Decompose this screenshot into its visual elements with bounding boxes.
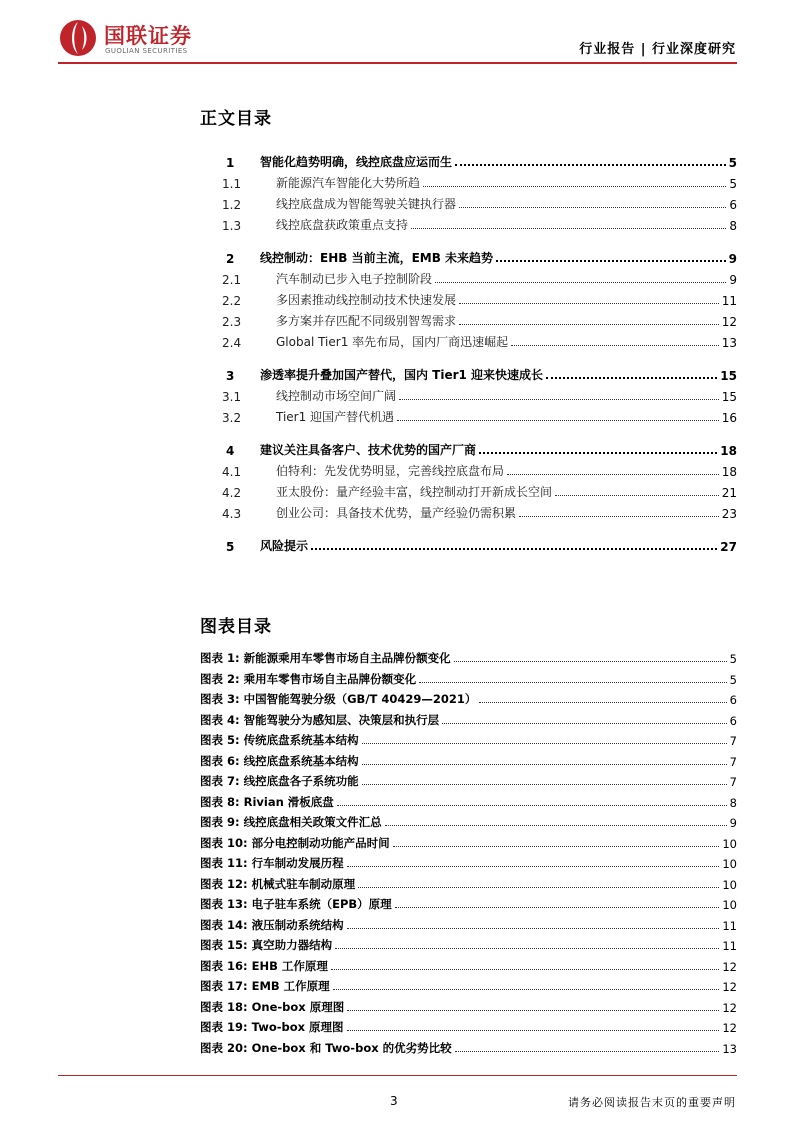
toc-chapter-page: 9 <box>728 252 737 266</box>
toc-section-title: 线控底盘获政策重点支持 <box>276 218 409 232</box>
toc-dot-leader <box>479 452 717 454</box>
toc-chapter-number: 3 <box>226 369 235 383</box>
figure-dot-leader <box>335 948 719 949</box>
toc-section-row[interactable] <box>200 501 737 521</box>
toc-chapter-row[interactable] <box>200 246 737 266</box>
toc-section-row[interactable] <box>200 384 737 404</box>
toc-section-row[interactable] <box>200 459 737 479</box>
toc-section-number: 4.1 <box>222 465 242 479</box>
toc-section-title: 伯特利：先发优势明显，完善线控底盘布局 <box>276 464 505 478</box>
disclaimer-text: 请务必阅读报告末页的重要声明 <box>568 1096 736 1109</box>
figure-title: Rivian 滑板底盘 <box>243 794 334 809</box>
toc-dot-leader <box>507 474 719 475</box>
toc-section-title: Global Tier1 率先布局，国内厂商迅速崛起 <box>276 335 509 349</box>
figure-dot-leader <box>395 907 720 908</box>
figure-title: 智能驾驶分为感知层、决策层和执行层 <box>243 712 440 727</box>
toc-dot-leader <box>459 324 719 325</box>
toc-section-page: 11 <box>721 294 737 308</box>
toc-chapter-row[interactable] <box>200 150 737 170</box>
figure-list-row[interactable] <box>200 709 737 728</box>
figure-title: Two-box 原理图 <box>251 1020 344 1034</box>
toc-section-row[interactable] <box>200 309 737 329</box>
figure-label: 图表 9: <box>200 815 240 829</box>
figure-page: 12 <box>722 980 737 994</box>
report-type-label: 行业报告 | 行业深度研究 <box>579 42 736 57</box>
toc-section-row[interactable] <box>200 480 737 500</box>
figure-list-row[interactable] <box>200 914 737 933</box>
toc-section-title: 线控底盘成为智能驾驶关键执行器 <box>276 197 457 211</box>
toc-dot-leader <box>397 420 719 421</box>
toc-chapter-title: 智能化趋势明确，线控底盘应运而生 <box>260 155 453 169</box>
figure-title: 机械式驻车制动原理 <box>251 876 356 891</box>
toc-section-title: 新能源汽车智能化大势所趋 <box>276 176 421 190</box>
figure-label: 图表 18: <box>200 999 248 1014</box>
figure-page: 8 <box>729 795 737 810</box>
figure-dot-leader <box>347 928 720 929</box>
figure-page: 7 <box>729 734 737 748</box>
figure-list-row[interactable] <box>200 668 737 687</box>
figure-title: One-box 和 Two-box 的优劣势比较 <box>251 1040 452 1055</box>
toc-section-title: 多因素推动线控制动技术快速发展 <box>276 293 457 307</box>
figure-label: 图表 3: <box>200 692 240 706</box>
toc-section-title: 线控制动市场空间广阔 <box>276 389 397 403</box>
figure-page: 12 <box>722 1000 737 1015</box>
figure-dot-leader <box>347 1030 720 1031</box>
figure-dot-leader <box>333 989 720 990</box>
logo-english-name: GUOLIAN SECURITIES <box>105 47 188 55</box>
toc-section-number: 3.1 <box>222 390 242 404</box>
figure-list-row[interactable] <box>200 893 737 912</box>
figure-page: 10 <box>722 877 737 892</box>
toc-section-page: 9 <box>729 273 737 287</box>
figure-dot-leader <box>393 846 720 847</box>
toc-section-page: 16 <box>721 411 737 425</box>
figure-label: 图表 20: <box>200 1040 248 1055</box>
figure-page: 10 <box>722 836 737 851</box>
figure-list-row[interactable] <box>200 955 737 974</box>
toc-section-number: 2.1 <box>222 273 242 287</box>
figure-list-row[interactable] <box>200 688 737 707</box>
figure-title: 真空助力器结构 <box>251 938 333 952</box>
toc-section-number: 1.1 <box>222 177 242 191</box>
toc-chapter-page: 5 <box>728 156 737 170</box>
toc-section-page: 23 <box>721 507 737 521</box>
toc-section-row[interactable] <box>200 213 737 233</box>
figure-list-row[interactable] <box>200 647 737 666</box>
figure-title: 线控底盘各子系统功能 <box>243 774 359 788</box>
figure-label: 图表 10: <box>200 835 248 850</box>
figure-dot-leader <box>442 723 727 724</box>
figure-title: 传统底盘系统基本结构 <box>243 733 359 747</box>
toc-dot-leader <box>496 260 726 262</box>
toc-chapter-page: 15 <box>720 369 737 383</box>
toc-chapter-page: 27 <box>720 540 737 554</box>
figure-label: 图表 6: <box>200 753 240 768</box>
figure-dot-leader <box>455 1051 720 1052</box>
figure-label: 图表 17: <box>200 979 248 993</box>
page-header <box>0 0 794 64</box>
figure-list-row[interactable] <box>200 832 737 851</box>
figure-dot-leader <box>419 682 727 683</box>
figure-label: 图表 7: <box>200 774 240 788</box>
toc-dot-leader <box>455 164 726 166</box>
toc-chapter-number: 5 <box>226 540 235 554</box>
toc-chapter-number: 1 <box>226 156 235 170</box>
figure-label: 图表 11: <box>200 856 248 870</box>
toc-dot-leader <box>459 207 726 208</box>
toc-chapter-title: 线控制动：EHB 当前主流，EMB 未来趋势 <box>260 251 494 265</box>
figure-list-row[interactable] <box>200 852 737 871</box>
page-number: 3 <box>390 1094 398 1108</box>
figure-page: 7 <box>729 754 737 769</box>
figure-list-row[interactable] <box>200 934 737 953</box>
figure-dot-leader <box>347 1010 719 1011</box>
toc-dot-leader <box>555 495 719 496</box>
figure-list-row[interactable] <box>200 729 737 748</box>
figure-page: 11 <box>722 939 737 953</box>
figure-label: 图表 1: <box>200 651 240 665</box>
figure-label: 图表 16: <box>200 958 248 973</box>
toc-section-page: 8 <box>729 219 737 233</box>
toc-section-number: 4.2 <box>222 486 242 500</box>
toc-chapter-row[interactable] <box>200 438 737 458</box>
toc-chapter-number: 2 <box>226 252 235 266</box>
figure-dot-leader <box>331 969 720 970</box>
figure-label: 图表 19: <box>200 1020 248 1034</box>
figure-page: 5 <box>729 652 737 666</box>
toc-chapter-row[interactable] <box>200 534 737 554</box>
logo-chinese-name: 国联证券 <box>104 24 192 48</box>
toc-section-page: 5 <box>729 177 737 191</box>
toc-dot-leader <box>459 303 719 304</box>
toc-section-row[interactable] <box>200 192 737 212</box>
figure-list-row[interactable] <box>200 770 737 789</box>
figure-dot-leader <box>347 866 720 867</box>
toc-section-number: 1.3 <box>222 219 242 233</box>
toc-section-page: 13 <box>721 336 737 350</box>
figure-list-title: 图表目录 <box>200 617 272 637</box>
figure-label: 图表 8: <box>200 794 240 809</box>
figure-page: 10 <box>722 898 737 912</box>
figure-list-row[interactable] <box>200 811 737 830</box>
toc-title: 正文目录 <box>200 109 272 129</box>
toc-section-title: 汽车制动已步入电子控制阶段 <box>276 272 433 286</box>
figure-dot-leader <box>479 702 726 703</box>
toc-section-page: 18 <box>721 465 737 479</box>
figure-dot-leader <box>358 887 719 888</box>
toc-chapter-number: 4 <box>226 444 235 458</box>
figure-label: 图表 12: <box>200 876 248 891</box>
toc-section-number: 3.2 <box>222 411 242 425</box>
figure-dot-leader <box>362 784 727 785</box>
figure-label: 图表 5: <box>200 733 240 747</box>
toc-section-row[interactable] <box>200 171 737 191</box>
figure-page: 7 <box>729 775 737 789</box>
figure-page: 5 <box>729 672 737 687</box>
toc-section-title: Tier1 迎国产替代机遇 <box>276 410 395 424</box>
toc-section-page: 6 <box>729 198 737 212</box>
toc-section-number: 1.2 <box>222 198 242 212</box>
figure-page: 11 <box>722 918 737 933</box>
toc-section-number: 2.4 <box>222 336 242 350</box>
header-divider <box>58 62 737 64</box>
figure-list-row[interactable] <box>200 975 737 994</box>
figure-title: 行车制动发展历程 <box>251 856 344 870</box>
figure-title: 液压制动系统结构 <box>251 917 344 932</box>
toc-section-page: 21 <box>721 486 737 500</box>
toc-dot-leader <box>435 282 726 283</box>
figure-title: 部分电控制动功能产品时间 <box>251 835 390 850</box>
toc-section-title: 创业公司：具备技术优势，量产经验仍需积累 <box>276 506 517 520</box>
toc-dot-leader <box>311 548 717 550</box>
toc-dot-leader <box>511 345 719 346</box>
figure-page: 12 <box>722 1021 737 1035</box>
toc-section-row[interactable] <box>200 330 737 350</box>
toc-section-page: 12 <box>721 315 737 329</box>
toc-section-page: 15 <box>721 390 737 404</box>
toc-chapter-title: 建议关注具备客户、技术优势的国产厂商 <box>260 443 477 457</box>
figure-dot-leader <box>362 764 727 765</box>
toc-dot-leader <box>546 377 717 379</box>
toc-chapter-title: 渗透率提升叠加国产替代，国内 Tier1 迎来快速成长 <box>260 368 544 382</box>
figure-page: 9 <box>729 816 737 830</box>
figure-list-row[interactable] <box>200 1016 737 1035</box>
figure-list-row[interactable] <box>200 1037 737 1056</box>
figure-list-row[interactable] <box>200 791 737 810</box>
figure-page: 6 <box>729 693 737 707</box>
toc-section-row[interactable] <box>200 288 737 308</box>
figure-list-row[interactable] <box>200 996 737 1015</box>
company-logo <box>58 18 258 58</box>
figure-title: One-box 原理图 <box>251 999 345 1014</box>
toc-dot-leader <box>423 186 726 187</box>
figure-page: 10 <box>722 857 737 871</box>
toc-section-row[interactable] <box>200 267 737 287</box>
figure-label: 图表 15: <box>200 938 248 952</box>
toc-section-number: 2.3 <box>222 315 242 329</box>
figure-title: 线控底盘相关政策文件汇总 <box>243 815 382 829</box>
logo-mark-icon <box>58 18 98 58</box>
figure-label: 图表 4: <box>200 712 240 727</box>
figure-title: 新能源乘用车零售市场自主品牌份额变化 <box>243 651 451 665</box>
figure-title: 线控底盘系统基本结构 <box>243 753 359 768</box>
figure-title: 中国智能驾驶分级（GB/T 40429—2021） <box>243 692 477 706</box>
toc-chapter-title: 风险提示 <box>260 539 309 553</box>
toc-dot-leader <box>519 516 719 517</box>
toc-dot-leader <box>399 399 719 400</box>
figure-title: EHB 工作原理 <box>251 958 328 973</box>
toc-chapter-row[interactable] <box>200 363 737 383</box>
toc-dot-leader <box>411 228 726 229</box>
figure-title: EMB 工作原理 <box>251 979 330 993</box>
toc-section-number: 2.2 <box>222 294 242 308</box>
toc-chapter-page: 18 <box>720 444 737 458</box>
figure-dot-leader <box>454 661 727 662</box>
figure-page: 12 <box>722 959 737 974</box>
figure-dot-leader <box>337 805 727 806</box>
figure-title: 电子驻车系统（EPB）原理 <box>251 897 392 911</box>
figure-dot-leader <box>385 825 727 826</box>
figure-page: 6 <box>729 713 737 728</box>
figure-list-row[interactable] <box>200 873 737 892</box>
figure-label: 图表 2: <box>200 671 240 686</box>
toc-section-row[interactable] <box>200 405 737 425</box>
figure-page: 13 <box>722 1041 737 1056</box>
toc-section-title: 亚太股份：量产经验丰富，线控制动打开新成长空间 <box>276 485 553 499</box>
figure-list-row[interactable] <box>200 750 737 769</box>
toc-section-number: 4.3 <box>222 507 242 521</box>
figure-dot-leader <box>362 743 727 744</box>
toc-section-title: 多方案并存匹配不同级别智驾需求 <box>276 314 457 328</box>
figure-label: 图表 14: <box>200 917 248 932</box>
figure-title: 乘用车零售市场自主品牌份额变化 <box>243 671 417 686</box>
footer-divider <box>58 1075 737 1076</box>
figure-label: 图表 13: <box>200 897 248 911</box>
